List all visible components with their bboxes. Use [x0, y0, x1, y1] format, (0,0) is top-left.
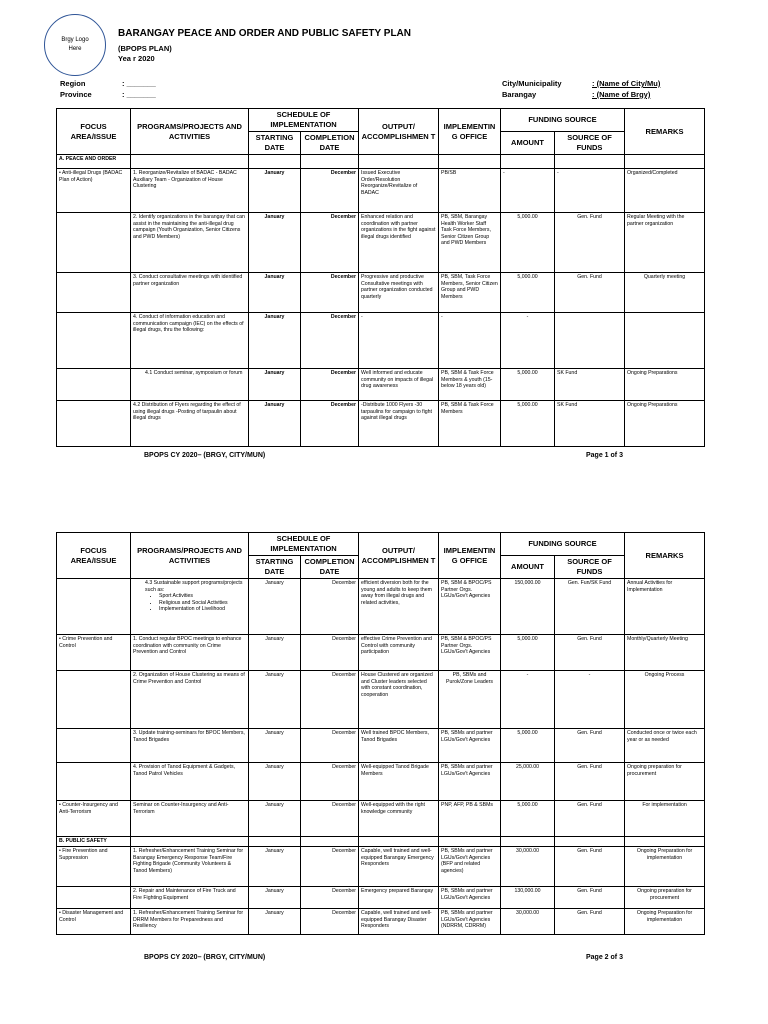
- cell-output: Well-equipped Tanod Brigade Members: [359, 763, 439, 801]
- cell-source: Gen. Fund: [555, 729, 625, 763]
- cell-source: [555, 313, 625, 369]
- table-row: [57, 579, 705, 635]
- table-row: [57, 847, 705, 887]
- cell-remarks: Ongoing preparation for procurement: [625, 763, 705, 801]
- cell-focus: [57, 401, 131, 447]
- cell-office: PB, SBMs and partner LGUs/Gov't Agencies (NDRRM, CDRRM): [439, 909, 501, 935]
- header-source: SOURCE OF FUNDS: [555, 132, 625, 155]
- cell-amount: 30,000.00: [501, 847, 555, 887]
- cell-start: January: [249, 401, 301, 447]
- header-remarks: REMARKS: [625, 533, 705, 579]
- cell-focus: • Anti-illegal Drugs (BADAC Plan of Action): [57, 169, 131, 213]
- cell-end: December: [301, 887, 359, 909]
- cell-remarks: Ongoing preparation for procurement: [625, 887, 705, 909]
- cell-start: January: [249, 313, 301, 369]
- header-amount: AMOUNT: [501, 132, 555, 155]
- header-office: IMPLEMENTIN G OFFICE: [439, 109, 501, 155]
- cell-end: December: [301, 763, 359, 801]
- header-office: IMPLEMENTIN G OFFICE: [439, 533, 501, 579]
- cell-focus: • Disaster Management and Control: [57, 909, 131, 935]
- cell-source: Gen. Fund: [555, 847, 625, 887]
- cell-start: January: [249, 635, 301, 671]
- cell-focus: [57, 671, 131, 729]
- region-label: Region: [60, 79, 86, 88]
- cell-program: 2. Repair and Maintenance of Fire Truck and Fire Fighting Equipment: [131, 887, 249, 909]
- cell-source: -: [555, 169, 625, 213]
- cell-source: SK Fund: [555, 401, 625, 447]
- cell-amount: 5,000.00: [501, 369, 555, 401]
- header-programs: PROGRAMS/PROJECTS AND ACTIVITIES: [131, 533, 249, 579]
- document-subtitle: [118, 44, 172, 64]
- cell-remarks: Ongoing Preparations: [625, 369, 705, 401]
- cell-remarks: Ongoing Preparation for implementation: [625, 909, 705, 935]
- cell-end: December: [301, 401, 359, 447]
- cell-output: efficient diversion both for the young and adults to keep them away from illegal drugs and related activities,: [359, 579, 439, 635]
- table-row: [57, 273, 705, 313]
- cell-program: 4. Conduct of information education and communication campaign (IEC) on the effects of illegal drugs, thru the following:: [131, 313, 249, 369]
- cell-office: PB/SB: [439, 169, 501, 213]
- cell-start: January: [249, 169, 301, 213]
- cell-office: PB, SBM & BPOC/PS Partner Orgs. LGUs/Gov't Agencies: [439, 579, 501, 635]
- cell-amount: -: [501, 671, 555, 729]
- cell-focus: [57, 273, 131, 313]
- city-label: City/Municipality: [502, 79, 562, 88]
- cell-program: 1. Conduct regular BPOC meetings to enhance coordination with community on Crime Prevention and Control: [131, 635, 249, 671]
- plan-table-page-1: [56, 108, 705, 447]
- table-row: [57, 213, 705, 273]
- cell-program: 1. Reorganize/Revitalize of BADAC - BADAC Auxiliary Team - Organization of House Clustering: [131, 169, 249, 213]
- table-row: [57, 887, 705, 909]
- cell-source: Gen. Fund: [555, 213, 625, 273]
- cell-start: January: [249, 887, 301, 909]
- header-completion: COMPLETION DATE: [301, 556, 359, 579]
- cell-remarks: Ongoing Preparations: [625, 401, 705, 447]
- cell-program: 3. Conduct consultative meetings with identified partner organization: [131, 273, 249, 313]
- cell-amount: 5,000.00: [501, 273, 555, 313]
- cell-office: -: [439, 313, 501, 369]
- barangay-logo-placeholder: [44, 14, 106, 76]
- table-row: [57, 401, 705, 447]
- cell-remarks: For implementation: [625, 801, 705, 837]
- city-value: : (Name of City/Mu): [592, 79, 661, 88]
- cell-output: House Clustered are organized and Cluster leaders selected with constant coordination, cooperation: [359, 671, 439, 729]
- table-row: [57, 909, 705, 935]
- cell-output: Capable, well trained and well-equipped Barangay Disaster Responders: [359, 909, 439, 935]
- header-focus: FOCUS AREA/ISSUE: [57, 109, 131, 155]
- cell-start: January: [249, 847, 301, 887]
- cell-remarks: Organized/Completed: [625, 169, 705, 213]
- cell-output: effective Crime Prevention and Control with community participation: [359, 635, 439, 671]
- program-bullet-list: [133, 593, 246, 613]
- cell-program: 1. Refresher/Enhancement Training Seminar for Barangay Emergency Response Team/Fire Fighting Brigade (Community Volunteers & Tanod Members): [131, 847, 249, 887]
- cell-office: PB, SBMs and partner LGUs/Gov't Agencies: [439, 763, 501, 801]
- cell-office: PB, SBM & BPOC/PS Partner Orgs. LGUs/Gov't Agencies: [439, 635, 501, 671]
- cell-source: Gen. Fund: [555, 273, 625, 313]
- cell-remarks: Annual Activities for Implementation: [625, 579, 705, 635]
- cell-end: December: [301, 213, 359, 273]
- header-schedule: SCHEDULE OF IMPLEMENTATION: [249, 533, 359, 556]
- cell-office: PB, SBM, Barangay Health Worker Staff Task Force Members, Senior Citizen Group and PWD Members: [439, 213, 501, 273]
- header-amount: AMOUNT: [501, 556, 555, 579]
- cell-program: 2. Identify organizations in the barangay that can assist in the maintaining the anti-illegal drug campaign (Youth Organization, Senior Citizens and PWD Members): [131, 213, 249, 273]
- cell-source: Gen. Fund: [555, 909, 625, 935]
- cell-start: January: [249, 273, 301, 313]
- cell-end: December: [301, 369, 359, 401]
- logo-text-line2: Here: [68, 46, 82, 52]
- cell-source: Gen. Fun/SK Fund: [555, 579, 625, 635]
- cell-start: January: [249, 671, 301, 729]
- cell-remarks: [625, 313, 705, 369]
- cell-amount: -: [501, 313, 555, 369]
- table-row: [57, 369, 705, 401]
- header-funding: FUNDING SOURCE: [501, 109, 625, 132]
- cell-amount: 5,000.00: [501, 801, 555, 837]
- header-source: SOURCE OF FUNDS: [555, 556, 625, 579]
- cell-focus: [57, 213, 131, 273]
- cell-office: PB, SBM, Task Force Members, Senior Citizen Group and PWD Members: [439, 273, 501, 313]
- cell-remarks: Ongoing Process: [625, 671, 705, 729]
- cell-focus: [57, 369, 131, 401]
- cell-focus: [57, 887, 131, 909]
- cell-start: January: [249, 213, 301, 273]
- city-barangay-block: [502, 78, 660, 100]
- cell-office: PB, SBMs and partner LGUs/Gov't Agencies: [439, 887, 501, 909]
- cell-start: January: [249, 579, 301, 635]
- cell-end: December: [301, 671, 359, 729]
- cell-office: PB, SBMs and partner LGUs/Gov't Agencies: [439, 729, 501, 763]
- cell-output: -: [359, 313, 439, 369]
- document-page-1: [0, 0, 768, 480]
- cell-source: Gen. Fund: [555, 635, 625, 671]
- cell-program: [131, 579, 249, 635]
- list-item: • Sport Activities: [159, 593, 246, 600]
- table-row: [57, 801, 705, 837]
- cell-start: January: [249, 729, 301, 763]
- cell-program: 4.1 Conduct seminar, symposium or forum: [131, 369, 249, 401]
- cell-office: PB, SBM & Task Force Members: [439, 401, 501, 447]
- cell-program: 4. Provision of Tanod Equipment & Gadgets, Tanod Patrol Vehicles: [131, 763, 249, 801]
- cell-focus: [57, 579, 131, 635]
- cell-end: December: [301, 729, 359, 763]
- cell-remarks: Monthly/Quarterly Meeting: [625, 635, 705, 671]
- cell-start: January: [249, 909, 301, 935]
- cell-end: December: [301, 313, 359, 369]
- barangay-label: Barangay: [502, 90, 537, 99]
- cell-end: December: [301, 579, 359, 635]
- cell-amount: 150,000.00: [501, 579, 555, 635]
- cell-output: Well-equipped with the right knowledge community: [359, 801, 439, 837]
- region-value: : _______: [122, 79, 156, 88]
- program-text: 4.3 Sustainable support programs/projects such as:: [145, 580, 243, 593]
- plan-abbrev: (BPOPS PLAN): [118, 44, 172, 53]
- cell-office: PB, SBM & Task Force Members & youth (15-below 18 years old): [439, 369, 501, 401]
- cell-start: January: [249, 369, 301, 401]
- cell-remarks: Regular Meeting with the partner organization: [625, 213, 705, 273]
- cell-office: PNP, AFP, PB & SBMs: [439, 801, 501, 837]
- cell-office: PB, SBMs and partner LGUs/Gov't Agencies (BFP and related agencies): [439, 847, 501, 887]
- cell-source: SK Fund: [555, 369, 625, 401]
- region-province-block: [60, 78, 156, 100]
- cell-output: -Distribute 1000 Flyers -30 tarpaulins for campaign to fight against illegal drugs: [359, 401, 439, 447]
- cell-amount: 5,000.00: [501, 729, 555, 763]
- cell-remarks: Conducted once or twice each year or as needed: [625, 729, 705, 763]
- cell-amount: -: [501, 169, 555, 213]
- cell-end: December: [301, 801, 359, 837]
- cell-amount: 130,000.00: [501, 887, 555, 909]
- cell-program: 4.2 Distribution of Flyers regarding the effect of using illegal drugs -Posting of tarpaulin about illegal drugs: [131, 401, 249, 447]
- cell-focus: • Fire Prevention and Suppression: [57, 847, 131, 887]
- header-funding: FUNDING SOURCE: [501, 533, 625, 556]
- cell-amount: 5,000.00: [501, 213, 555, 273]
- table-row: [57, 729, 705, 763]
- cell-program: 3. Update training-seminars for BPOC Members, Tanod Brigades: [131, 729, 249, 763]
- cell-focus: [57, 313, 131, 369]
- header-remarks: REMARKS: [625, 109, 705, 155]
- table-row: [57, 313, 705, 369]
- cell-focus: [57, 729, 131, 763]
- page-number: Page 2 of 3: [586, 954, 623, 961]
- cell-output: Emergency prepared Barangay: [359, 887, 439, 909]
- cell-end: December: [301, 847, 359, 887]
- cell-office: PB, SBMs and Purok/Zone Leaders: [439, 671, 501, 729]
- header-completion: COMPLETION DATE: [301, 132, 359, 155]
- cell-source: -: [555, 671, 625, 729]
- logo-text-line1: Brgy Logo: [61, 37, 89, 43]
- cell-source: Gen. Fund: [555, 801, 625, 837]
- header-starting: STARTING DATE: [249, 132, 301, 155]
- section-label: B. PUBLIC SAFETY: [57, 837, 131, 847]
- cell-amount: 30,000.00: [501, 909, 555, 935]
- footer-left: BPOPS CY 2020– (BRGY, CITY/MUN): [144, 452, 266, 459]
- page-number: Page 1 of 3: [586, 452, 623, 459]
- plan-table-page-2: [56, 532, 705, 935]
- cell-source: Gen. Fund: [555, 763, 625, 801]
- table-row: [57, 671, 705, 729]
- header-programs: PROGRAMS/PROJECTS AND ACTIVITIES: [131, 109, 249, 155]
- cell-output: Well informed and educate community on impacts of illegal drug awareness: [359, 369, 439, 401]
- cell-end: December: [301, 635, 359, 671]
- cell-program: Seminar on Counter-Insurgency and Anti-Terrorism: [131, 801, 249, 837]
- province-value: : _______: [122, 90, 156, 99]
- cell-output: Progressive and productive Consultative meetings with partner organization conducted quarterly: [359, 273, 439, 313]
- header-starting: STARTING DATE: [249, 556, 301, 579]
- cell-output: Enhanced relation and coordination with partner organizations in the fight against illegal drugs identified: [359, 213, 439, 273]
- cell-end: December: [301, 273, 359, 313]
- cell-start: January: [249, 801, 301, 837]
- cell-output: Capable, well trained and well-equipped Barangay Emergency Responders: [359, 847, 439, 887]
- cell-output: Well trained BPOC Members, Tanod Brigades: [359, 729, 439, 763]
- cell-remarks: Quarterly meeting: [625, 273, 705, 313]
- header-output: OUTPUT/ ACCOMPLISHMEN T: [359, 533, 439, 579]
- cell-source: Gen. Fund: [555, 887, 625, 909]
- table-row: [57, 169, 705, 213]
- table-row: [57, 155, 705, 169]
- cell-start: January: [249, 763, 301, 801]
- table-row: [57, 763, 705, 801]
- footer-left: BPOPS CY 2020– (BRGY, CITY/MUN): [144, 954, 266, 961]
- document-page-2: [0, 500, 768, 980]
- cell-end: December: [301, 909, 359, 935]
- document-title: BARANGAY PEACE AND ORDER AND PUBLIC SAFETY PLAN: [118, 28, 411, 39]
- cell-remarks: Ongoing Preparation for implementation: [625, 847, 705, 887]
- table-row: [57, 635, 705, 671]
- cell-focus: [57, 763, 131, 801]
- cell-amount: 5,000.00: [501, 635, 555, 671]
- list-item: • Implementation of Livelihood: [159, 606, 246, 613]
- cell-program: 1. Refresher/Enhancement Training Seminar for DRRM Members for Preparedness and Resiliency: [131, 909, 249, 935]
- cell-end: December: [301, 169, 359, 213]
- cell-amount: 5,000.00: [501, 401, 555, 447]
- list-item: • Religious and Social Activities: [159, 600, 246, 607]
- header-focus: FOCUS AREA/ISSUE: [57, 533, 131, 579]
- cell-program: 2. Organization of House Clustering as means of Crime Prevention and Control: [131, 671, 249, 729]
- barangay-value: : (Name of Brgy): [592, 90, 651, 99]
- plan-year: Yea r 2020: [118, 54, 155, 63]
- cell-output: Issued Executive Order/Resolution Reorganize/Revitalize of BADAC: [359, 169, 439, 213]
- section-label: A. PEACE AND ORDER: [57, 155, 131, 169]
- province-label: Province: [60, 90, 92, 99]
- header-schedule: SCHEDULE OF IMPLEMENTATION: [249, 109, 359, 132]
- cell-focus: • Crime Prevention and Control: [57, 635, 131, 671]
- table-row: [57, 837, 705, 847]
- cell-amount: 25,000.00: [501, 763, 555, 801]
- header-output: OUTPUT/ ACCOMPLISHMEN T: [359, 109, 439, 155]
- cell-focus: • Counter-Insurgency and Anti-Terrorism: [57, 801, 131, 837]
